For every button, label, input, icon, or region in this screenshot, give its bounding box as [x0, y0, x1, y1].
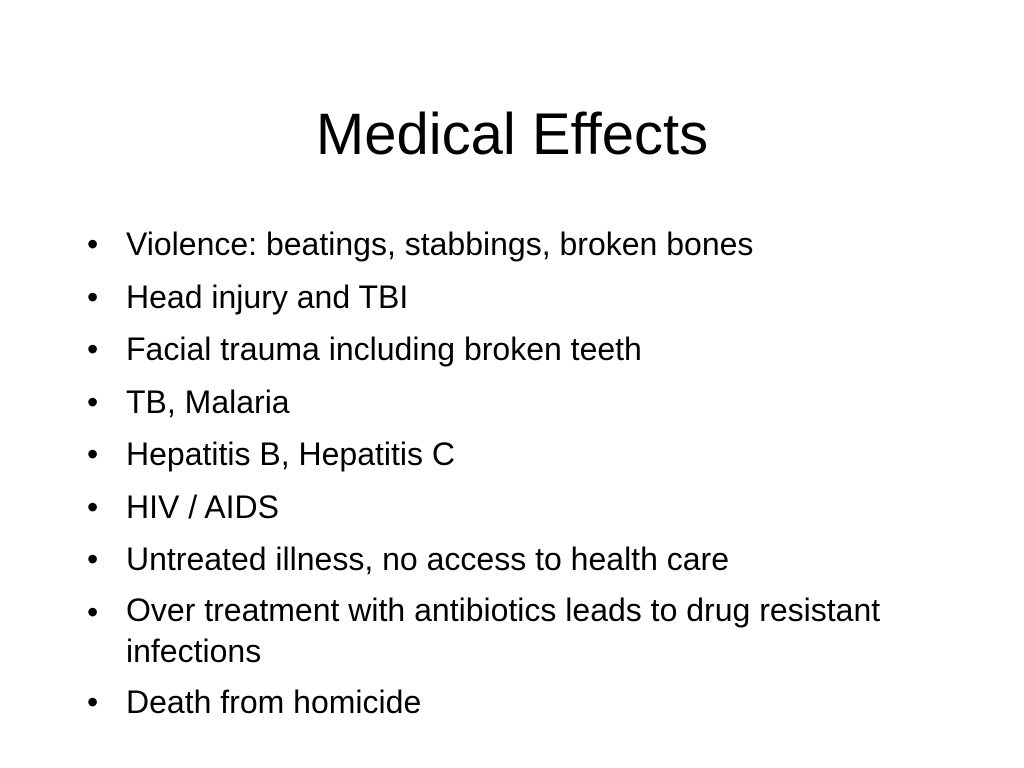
bullet-icon: •	[87, 593, 99, 630]
list-item	[85, 222, 945, 266]
list-item	[85, 275, 945, 319]
bullet-text: HIV / AIDS	[126, 488, 279, 525]
bullet-icon: •	[87, 278, 99, 315]
bullet-text: Violence: beatings, stabbings, broken bones	[126, 226, 754, 262]
bullet-icon: •	[87, 436, 99, 472]
bullet-text: TB, Malaria	[126, 383, 290, 420]
bullet-icon: •	[87, 226, 99, 262]
list-item	[85, 327, 945, 371]
bullet-text: Death from homicide	[126, 684, 422, 720]
bullet-text: Untreated illness, no access to health care	[126, 541, 729, 577]
bullet-text: Over treatment with antibiotics leads to drug resistant infections	[126, 591, 881, 669]
list-item	[85, 590, 945, 672]
list-item	[85, 485, 945, 529]
bullet-icon: •	[87, 331, 99, 367]
list-item	[85, 380, 945, 424]
bullet-icon: •	[87, 488, 99, 525]
bullet-icon: •	[87, 383, 99, 420]
list-item	[85, 680, 945, 724]
list-item	[85, 432, 945, 476]
slide-title: Medical Effects	[315, 102, 709, 167]
bullet-icon: •	[87, 541, 99, 577]
bullet-text: Facial trauma including broken teeth	[126, 331, 642, 367]
list-item	[85, 537, 945, 581]
bullet-icon: •	[87, 684, 99, 720]
bullet-text: Head injury and TBI	[126, 278, 409, 315]
bullet-list	[85, 222, 945, 733]
bullet-text: Hepatitis B, Hepatitis C	[126, 436, 456, 472]
